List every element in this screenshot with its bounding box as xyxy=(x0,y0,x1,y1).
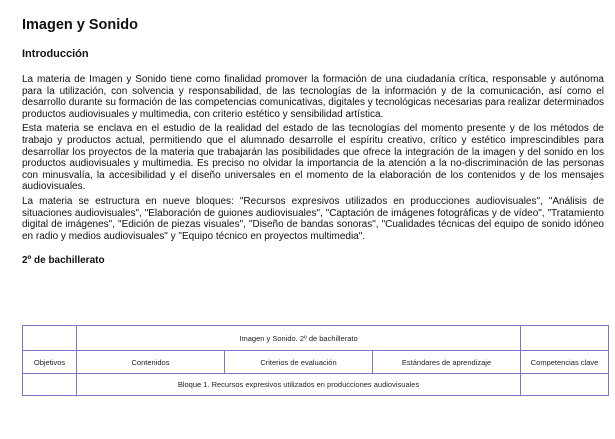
table-empty-cell xyxy=(521,326,609,351)
table-header-row xyxy=(23,351,609,374)
column-header-contenidos: Contenidos xyxy=(77,351,225,374)
table-title-row xyxy=(23,326,609,351)
column-header-objetivos: Objetivos xyxy=(23,351,77,374)
intro-heading: Introducción xyxy=(22,48,89,60)
paragraph-3: La materia se estructura en nueve bloques: "Recursos expresivos utilizados en producciones audiovisuales", "Análisis de situaciones audiovisuales", "Elaboración de guiones audiovisuales", "Captación de imágenes fotográficas y de vídeo", "Tratamiento digital de imágenes", "Edición de piezas visuales", "Diseño de bandas sonoras", "Cualidades técnicas del equipo de sonido idóneo en radio y medios audiovisuales" y "Equipo técnico en proyectos multimedia". xyxy=(22,195,604,242)
table-empty-cell xyxy=(23,326,77,351)
table-title-cell: Imagen y Sonido. 2º de bachillerato xyxy=(77,326,521,351)
document-title: Imagen y Sonido xyxy=(22,17,139,33)
column-header-estandares: Estándares de aprendizaje xyxy=(373,351,521,374)
column-header-criterios: Criterios de evaluación xyxy=(225,351,373,374)
column-header-competencias: Competencias clave xyxy=(521,351,609,374)
block-row-cell: Bloque 1. Recursos expresivos utilizados en producciones audiovisuales xyxy=(77,374,521,396)
table-empty-cell xyxy=(521,374,609,396)
paragraph-2: Esta materia se enclava en el estudio de la realidad del estado de las tecnologías del momento presente y de los métodos de trabajo y productos actual, permitiendo que el alumnado desarrolle el espíritu creativo, crítico y estético imprescindibles para desarrollar los proyectos de la materia que trabajarán las posibilidades que ofrece la integración de la imagen y del sonido en los productos audiovisuales y multimedia. Es preciso no olvidar la importancia de la atención a la no-discriminación de las personas con minusvalía, la accesibilidad y el diseño universales en el momento de la elaboración de los contenidos y de los mensajes audiovisuales. xyxy=(22,123,604,193)
table-empty-cell xyxy=(23,374,77,396)
table-row xyxy=(23,374,609,396)
document-body xyxy=(22,16,604,267)
paragraph-1: La materia de Imagen y Sonido tiene como finalidad promover la formación de una ciudadanía crítica, responsable y autónoma para la utilización, con solvencia y responsabilidad, de las tecnologías de la información y de la comunicación, así como el desarrollo durante su formación de las competencias comunicativas, digitales y tecnológicas necesarias para realizar determinados productos audiovisuales y multimedia, con criterio estético y sensibilidad artística. xyxy=(22,74,604,120)
curriculum-table xyxy=(22,325,609,396)
course-heading: 2º de bachillerato xyxy=(22,255,105,267)
